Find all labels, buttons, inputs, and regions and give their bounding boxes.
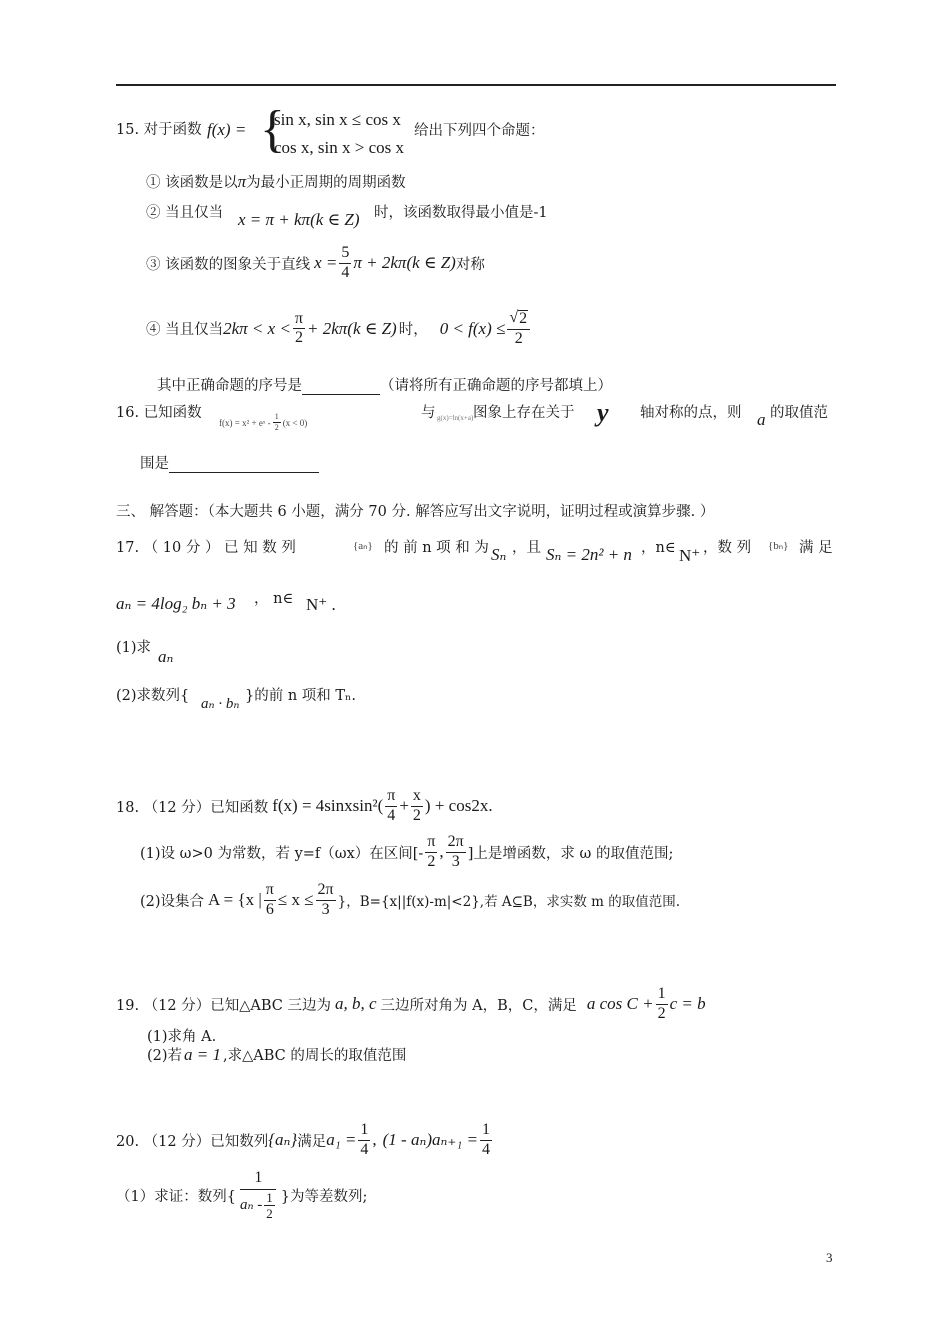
page-number: 3 xyxy=(826,1250,833,1265)
q15-item2-text2: 时，该函数取得最小值是-1 xyxy=(374,205,548,221)
q15-item4-text2: 时， xyxy=(398,322,428,339)
q18-p1-comma: , xyxy=(439,842,444,862)
q20-l1-text2: 满足 xyxy=(297,1133,327,1150)
q15-item3-frac xyxy=(339,245,351,282)
q16-func-frac xyxy=(273,413,281,433)
q17-p2-math: aₙ · bₙ xyxy=(201,696,240,712)
q20-line1 xyxy=(116,1122,494,1159)
q16-yu: 与 xyxy=(421,405,436,421)
frac-den: 2 xyxy=(294,329,303,347)
frac-num: x xyxy=(411,788,423,807)
q16-g-small: g(x)=ln(x+a) xyxy=(437,414,474,422)
q16-prefix: 16. 已知函数 xyxy=(116,405,202,421)
q18-line1 xyxy=(116,788,493,825)
q19-abc: a, b, c xyxy=(334,994,377,1014)
frac-num: π xyxy=(385,788,397,807)
q17-p1-an: aₙ xyxy=(158,647,174,666)
q19-l1-text2: 三边所对角为 A，B，C，满足 xyxy=(380,997,577,1014)
q18-p2-text: (2)设集合 xyxy=(140,893,205,910)
q15-ask xyxy=(157,374,612,395)
q17-l2b: ， n∈ xyxy=(254,591,294,607)
q20-p1-frac xyxy=(238,1170,279,1221)
q18-part2 xyxy=(140,882,680,919)
q20-seq: {aₙ} xyxy=(268,1130,298,1150)
frac-den xyxy=(238,1190,279,1221)
frac-num: 1 xyxy=(273,413,281,423)
q17-l1d: ，n∈ xyxy=(641,540,676,556)
q17-p1: (1)求 xyxy=(116,640,152,656)
q17-l1a: 17. （ 10 分 ） 已 知 数 列 xyxy=(116,540,296,556)
q19-eq-a: a cos C + xyxy=(586,994,654,1014)
q18-p2-A: A = {x | xyxy=(208,890,262,910)
q17-l1c: ，且 xyxy=(512,540,541,556)
frac-den: 4 xyxy=(341,263,350,281)
q19-line1 xyxy=(116,986,706,1023)
q16-line2 xyxy=(140,452,319,473)
q15-ask-text2: （请将所有正确命题的序号都填上） xyxy=(380,378,612,394)
frac-num: π xyxy=(425,834,437,853)
frac-den: 3 xyxy=(451,852,460,870)
q20-rec: (1 - aₙ)aₙ₊₁ = xyxy=(382,1130,478,1150)
frac-den: 2 xyxy=(427,852,436,870)
q18-p1-text2: ]上是增函数，求 ω 的取值范围; xyxy=(467,845,674,862)
q15-case2: cos x, sin x > cos x xyxy=(274,138,404,157)
q15-item1-text2: 为最小正周期的周期函数 xyxy=(246,175,406,191)
frac-den: 2 xyxy=(266,1206,273,1222)
q18-p2-frac2 xyxy=(316,882,336,919)
frac-num: 1 xyxy=(266,1189,273,1205)
q20-part1 xyxy=(116,1170,367,1221)
q19-frac xyxy=(656,986,668,1023)
q17-l1e: ，数 列 xyxy=(703,540,752,556)
q17-l2-N: N⁺ . xyxy=(306,595,336,614)
sqrt-symbol: √ 2 xyxy=(509,309,528,327)
q18-p1-frac2 xyxy=(446,834,466,871)
q17-Nplus: N⁺ xyxy=(679,546,701,565)
q20-den-text: aₙ - xyxy=(239,1197,263,1214)
q16-a: a xyxy=(757,410,766,429)
q18-part1 xyxy=(140,834,673,871)
q16-y: y xyxy=(597,398,609,427)
q18-p1-text: (1)设 ω>0 为常数，若 y=f（ωx）在区间[- xyxy=(140,845,424,862)
frac-den: 2 xyxy=(412,806,421,824)
q17-an-set: {aₙ} xyxy=(353,540,373,552)
q15-item4-frac xyxy=(293,311,305,348)
q15-item1-text: ① 该函数是以 xyxy=(146,175,238,191)
q20-comma: , xyxy=(372,1130,377,1150)
frac-num: 1 xyxy=(240,1170,276,1190)
q19-p2-text: (2)若 xyxy=(147,1048,183,1064)
frac-num: 1 xyxy=(480,1122,492,1141)
q18-p2-frac1 xyxy=(264,882,276,919)
q18-frac1 xyxy=(385,788,397,825)
answer-blank[interactable] xyxy=(169,458,319,473)
q20-p1-text2: }为等差数列; xyxy=(280,1189,368,1206)
q16-mid: 图象上存在关于 xyxy=(473,405,575,421)
q15-case1: sin x, sin x ≤ cos x xyxy=(274,110,401,129)
q18-l1-text: 18. （12 分）已知函数 xyxy=(116,799,269,816)
frac-num: π xyxy=(264,882,276,901)
header-rule xyxy=(116,84,836,86)
answer-blank[interactable] xyxy=(302,380,380,395)
q15-item3-x: x = xyxy=(314,253,338,273)
frac-num: 1 xyxy=(656,986,668,1005)
q15-item4 xyxy=(146,310,532,348)
q15-item2-math: x = π + kπ(k ∈ Z) xyxy=(238,210,360,229)
frac-num: 2π xyxy=(316,882,336,901)
q20-frac2 xyxy=(480,1122,492,1159)
frac-den: 6 xyxy=(265,900,274,918)
q15-item3-text2: 对称 xyxy=(455,256,485,273)
q18-p2-le: ≤ x ≤ xyxy=(277,890,314,910)
q15-item4-frac2 xyxy=(507,310,530,348)
q20-p1-text: （1）求证：数列{ xyxy=(116,1189,236,1206)
frac-den: 2 xyxy=(514,329,523,347)
q18-fx: f(x) = 4sinxsin²( xyxy=(272,796,384,816)
q15-item4-ineq: 0 < f(x) ≤ xyxy=(439,318,506,338)
sqrt-radicand: 2 xyxy=(519,310,528,327)
q17-Sn-eq: Sₙ = 2n² + n xyxy=(546,545,632,564)
frac-den: 4 xyxy=(360,1140,369,1158)
q16-tail2: 的取值范 xyxy=(770,405,828,421)
q16-line2-text: 围是 xyxy=(140,456,169,472)
q16-func-small xyxy=(219,413,307,433)
q15-item1 xyxy=(146,171,406,192)
q15-prefix: 15. 对于函数 xyxy=(116,122,202,138)
q15-item2-text: ② 当且仅当 xyxy=(146,205,224,221)
q15-item1-pi: π xyxy=(237,172,247,191)
q18-p2-text2: }，B={x||f(x)-m|<2},若 A⊆B，求实数 m 的取值范围. xyxy=(337,894,681,911)
q16-func-cond: (x < 0) xyxy=(282,417,308,428)
q17-l2-eq: aₙ = 4log₂ bₙ + 3 xyxy=(116,594,236,613)
q16-func-text: f(x) = x² + eˣ - xyxy=(219,417,271,428)
q19-eq-b: c = b xyxy=(669,994,706,1014)
q18-p1-frac1 xyxy=(425,834,437,871)
q17-l1b: 的 前 n 项 和 为 xyxy=(384,540,489,556)
q15-item4-text: ④ 当且仅当 xyxy=(146,322,224,339)
frac-den: 4 xyxy=(387,806,396,824)
q16-tail: 轴对称的点，则 xyxy=(640,405,742,421)
q17-p2a: (2)求数列{ xyxy=(116,688,190,704)
q18-tail: ) + cos2x. xyxy=(424,796,493,816)
q15-ask-text: 其中正确命题的序号是 xyxy=(157,378,302,394)
q15-brace: { xyxy=(260,101,285,158)
q20-a1: a₁ = xyxy=(326,1130,357,1150)
q15-item4-left: 2kπ < x < xyxy=(223,318,291,338)
q15-item4-right: + 2kπ(k ∈ Z) xyxy=(307,318,397,338)
q17-Sn: Sₙ xyxy=(491,545,507,564)
q15-func: f(x) = xyxy=(207,120,247,139)
frac-den: 2 xyxy=(274,423,279,433)
q17-p2b: }的前 n 项和 Tₙ. xyxy=(245,688,356,704)
q20-frac1 xyxy=(358,1122,370,1159)
frac-den: 4 xyxy=(482,1140,490,1158)
q15-item3-rest: π + 2kπ(k ∈ Z) xyxy=(353,253,456,273)
section-3-heading: 三、 解答题：（本大题共 6 小题，满分 70 分. 解答应写出文字说明，证明过程或演算步骤. ） xyxy=(116,504,715,520)
q17-l1f: 满 足 xyxy=(799,540,833,556)
frac-den: 2 xyxy=(657,1004,666,1022)
q20-l1-text: 20. （12 分）已知数列 xyxy=(116,1133,269,1150)
q19-l1-text: 19. （12 分）已知△ABC 三边为 xyxy=(116,997,331,1014)
q19-p1: (1)求角 A. xyxy=(147,1029,217,1045)
q15-item3-text: ③ 该函数的图象关于直线 xyxy=(146,256,311,273)
q15-item3 xyxy=(146,245,485,282)
frac-num: 1 xyxy=(358,1122,370,1141)
q17-bn-set: {bₙ} xyxy=(768,540,789,552)
frac-num: 2π xyxy=(446,834,466,853)
q20-half xyxy=(264,1191,275,1221)
q18-plus: + xyxy=(399,796,409,816)
frac-den: 3 xyxy=(321,900,330,918)
frac-num: π xyxy=(293,311,305,330)
q18-frac2 xyxy=(411,788,423,825)
q19-p2 xyxy=(147,1044,406,1065)
q19-p2-math: a = 1 xyxy=(184,1045,222,1064)
frac-num: 5 xyxy=(339,245,351,264)
q15-suffix: 给出下列四个命题： xyxy=(414,123,545,139)
q19-p2-text2: ,求△ABC 的周长的取值范围 xyxy=(223,1048,407,1064)
